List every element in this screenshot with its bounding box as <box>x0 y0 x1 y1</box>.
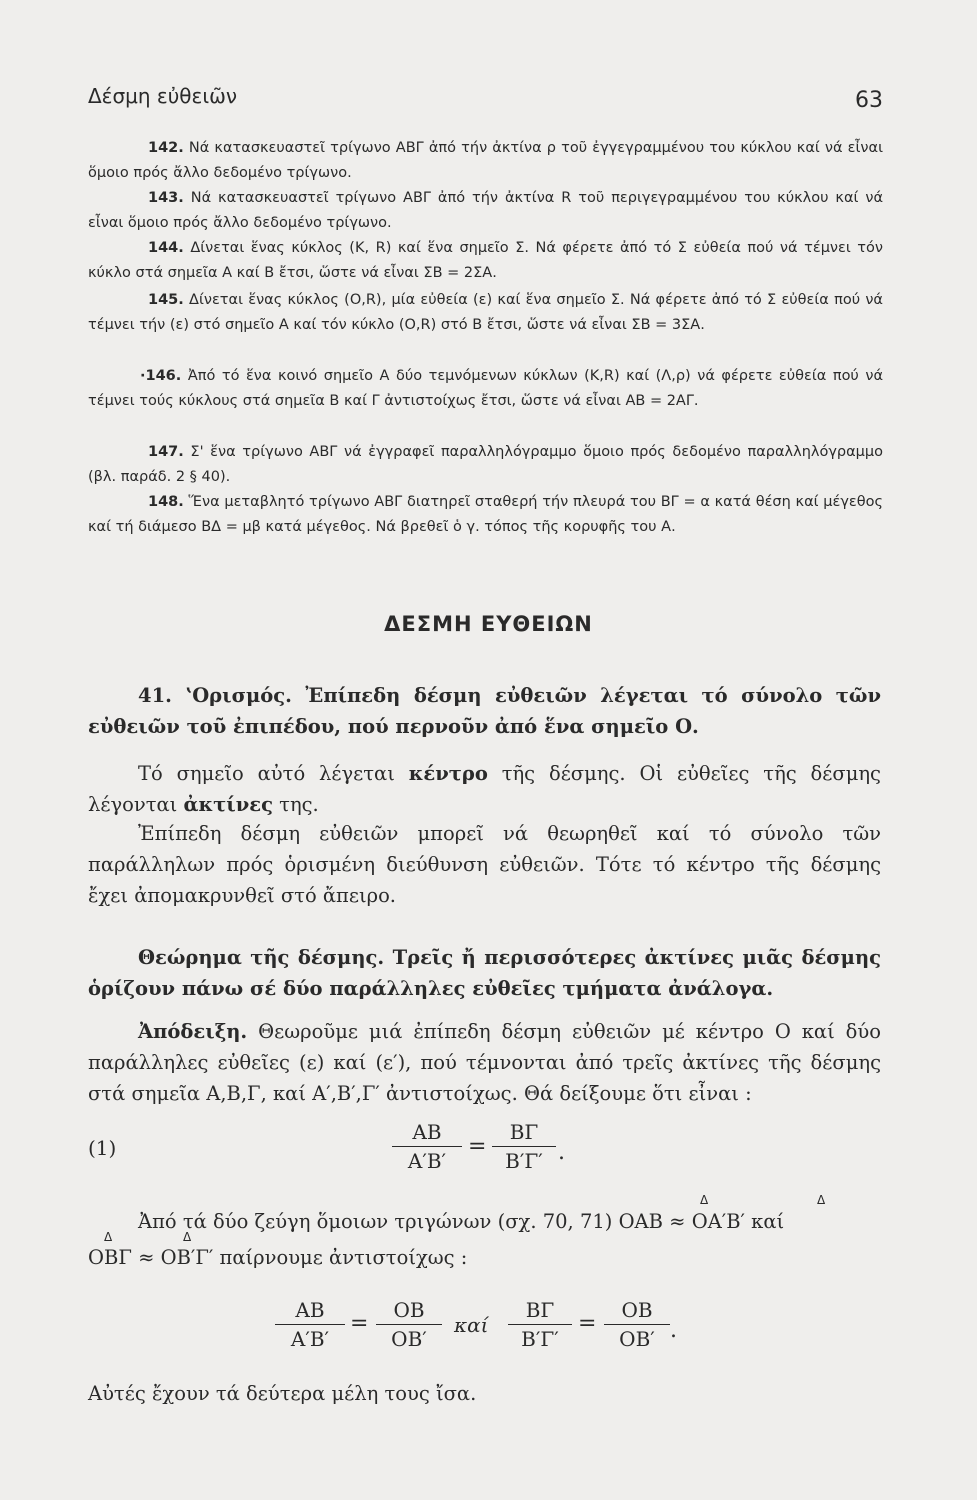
triangle-mark: Δ <box>183 1230 192 1244</box>
triangle-oab: OAB <box>618 1210 663 1233</box>
proof-text: Θεωροῦμε μιά ἐπίπεδη δέσμη εὐθειῶν μέ κέντρο Ο καί δύο παράλληλες εὐθεῖες (ε) καί (ε′), πού τέμνονται ἀπό τρεῖς ἀκτίνες τῆς δέσμης στά σημεῖα Α,Β,Γ, καί Α′,Β′,Γ′ ἀντιστοίχως. Θά δείξουμε ὅτι εἶναι : <box>88 1020 882 1105</box>
page-number: 63 <box>855 88 883 113</box>
proof-label: Ἀπόδειξη. <box>138 1020 248 1043</box>
equation-label: (1) <box>88 1136 117 1160</box>
similar-triangles-line: Ἀπό τά δύο ζεύγη ὅμοιων τριγώνων (σχ. 70, 71) OAB ≈ OA′B′ καί <box>138 1210 785 1233</box>
exercise-text: Δίνεται ἕνας κύκλος (K, R) καί ἕνα σημεῖο Σ. Νά φέρετε ἀπό τό Σ εὐθεία πού νά τέμνει τόν κύκλο στά σημεῖα Α καί Β ἔτσι, ὥστε νά εἶναι ΣΒ = 2ΣΑ. <box>88 240 883 281</box>
fraction-bg: $\frac{B\Gamma}{B'\Gamma'}$ <box>492 1118 556 1175</box>
exercise-number: 142. <box>148 140 184 156</box>
triangle-obg: OBΓ <box>88 1246 132 1269</box>
exercise-text: Νά κατασκευαστεῖ τρίγωνο ΑΒΓ ἀπό τήν ἀκτίνα ρ τοῦ ἐγγεγραμμένου του κύκλου καί νά εἶναι ὅμοιο πρός ἄλλο δεδομένο τρίγωνο. <box>88 140 883 181</box>
triangle-mark: Δ <box>817 1193 826 1207</box>
exercise-142 <box>88 136 883 186</box>
exercise-143 <box>88 186 883 236</box>
definition-label: 41. ʽΟρισμός. <box>138 684 292 707</box>
exercise-number: 148. <box>148 494 184 510</box>
period: . <box>670 1318 677 1343</box>
exercise-number: ·146. <box>140 368 182 384</box>
triangle-mark: Δ <box>700 1193 709 1207</box>
equals-sign: = <box>578 1311 597 1336</box>
equals-sign: = <box>350 1311 369 1336</box>
triangle-oa1b1: OA′B′ <box>691 1210 745 1233</box>
term-center: κέντρο <box>408 762 488 785</box>
exercise-148 <box>88 490 883 540</box>
exercise-number: 144. <box>148 240 184 256</box>
paragraph-parallel-pencil: Ἐπίπεδη δέσμη εὐθειῶν μπορεῖ νά θεωρηθεῖ καί τό σύνολο τῶν παράλληλων πρός ὁρισμένη διεύθυνση εὐθειῶν. Τότε τό κέντρο τῆς δέσμης ἔχει ἀπομακρυνθεῖ στό ἄπειρο. <box>88 822 881 907</box>
proof <box>88 1016 881 1109</box>
triangle-ob1g1: OB′Γ′ <box>160 1246 214 1269</box>
exercise-number: 143. <box>148 190 184 206</box>
running-header: Δέσμη εὐθειῶν <box>88 84 238 108</box>
triangle-mark: Δ <box>104 1230 113 1244</box>
and-word: καί <box>454 1313 489 1337</box>
definition-text: Ἐπίπεδη δέσμη εὐθειῶν λέγεται τό σύνολο τῶν εὐθειῶν τοῦ ἐπιπέδου, πού περνοῦν ἀπό ἕνα σημεῖο Ο. <box>88 684 881 738</box>
exercise-146 <box>88 364 883 414</box>
equals-sign: = <box>468 1134 487 1159</box>
exercise-text: Νά κατασκευαστεῖ τρίγωνο ΑΒΓ ἀπό τήν ἀκτίνα R τοῦ περιγεγραμμένου του κύκλου καί νά εἶναι ὅμοιο πρός ἄλλο δεδομένο τρίγωνο. <box>88 190 884 231</box>
paragraph-center-rays: Τό σημεῖο αὐτό λέγεται κέντρο τῆς δέσμης. Οἱ εὐθεῖες τῆς δέσμης λέγονται ἀκτίνες της. <box>88 762 881 816</box>
period: . <box>558 1140 565 1165</box>
exercise-text: Ἕνα μεταβλητό τρίγωνο ΑΒΓ διατηρεῖ σταθερή τήν πλευρά του ΒΓ = α κατά θέση καί μέγεθος καί τή διάμεσο ΒΔ = μβ κατά μέγεθος. Νά βρεθεῖ ὁ γ. τόπος τῆς κορυφῆς του Α. <box>88 494 884 535</box>
exercise-number: 145. <box>148 292 184 308</box>
theorem-label: Θεώρημα τῆς δέσμης. <box>138 946 385 969</box>
exercise-text: Δίνεται ἕνας κύκλος (O,R), μία εὐθεία (ε) καί ἕνα σημεῖο Σ. Νά φέρετε ἀπό τό Σ εὐθεία πού νά τέμνει τήν (ε) στό σημεῖο Α καί τόν κύκλο (O,R) στό Β ἔτσι, ὥστε νά εἶναι ΣΒ = 3ΣΑ. <box>88 292 883 333</box>
exercise-147 <box>88 440 883 490</box>
fraction-ob-2: $\frac{OB}{OB'}$ <box>604 1296 670 1353</box>
fraction-ob: $\frac{OB}{OB'}$ <box>376 1296 442 1353</box>
theorem-text: Τρεῖς ἤ περισσότερες ἀκτίνες μιᾶς δέσμης ὁρίζουν πάνω σέ δύο παράλληλες εὐθεῖες τμήματα ἀνάλογα. <box>88 946 882 1000</box>
definition <box>88 680 881 742</box>
exercise-text: Σ' ἕνα τρίγωνο ΑΒΓ νά ἐγγραφεῖ παραλληλόγραμμο ὅμοιο πρός δεδομένο παραλληλόγραμμο (βλ. παράδ. 2 § 40). <box>88 444 884 485</box>
exercise-145 <box>88 288 883 338</box>
exercise-number: 147. <box>148 444 184 460</box>
fraction-bg-2: $\frac{B\Gamma}{B'\Gamma'}$ <box>508 1296 572 1353</box>
similar-triangles-line-2: OBΓ ≈ OB′Γ′ παίρνουμε ἀντιστοίχως : <box>88 1246 468 1269</box>
term-rays: ἀκτίνες <box>183 793 273 816</box>
section-title: ΔΕΣΜΗ ΕΥΘΕΙΩΝ <box>384 612 593 636</box>
exercise-text: Ἀπό τό ἕνα κοινό σημεῖο Α δύο τεμνόμενων κύκλων (K,R) καί (Λ,ρ) νά φέρετε εὐθεία πού νά τέμνει τούς κύκλους στά σημεῖα Β καί Γ ἀντιστοίχως ἔτσι, ὥστε νά εἶναι ΑΒ = 2ΑΓ. <box>88 368 883 409</box>
exercise-144 <box>88 236 883 286</box>
fraction-ab-2: $\frac{AB}{A'B'}$ <box>275 1296 345 1353</box>
theorem <box>88 942 881 1004</box>
fraction-ab: $\frac{AB}{A'B'}$ <box>392 1118 462 1175</box>
closing-sentence: Αὐτές ἔχουν τά δεύτερα μέλη τους ἴσα. <box>88 1382 477 1405</box>
